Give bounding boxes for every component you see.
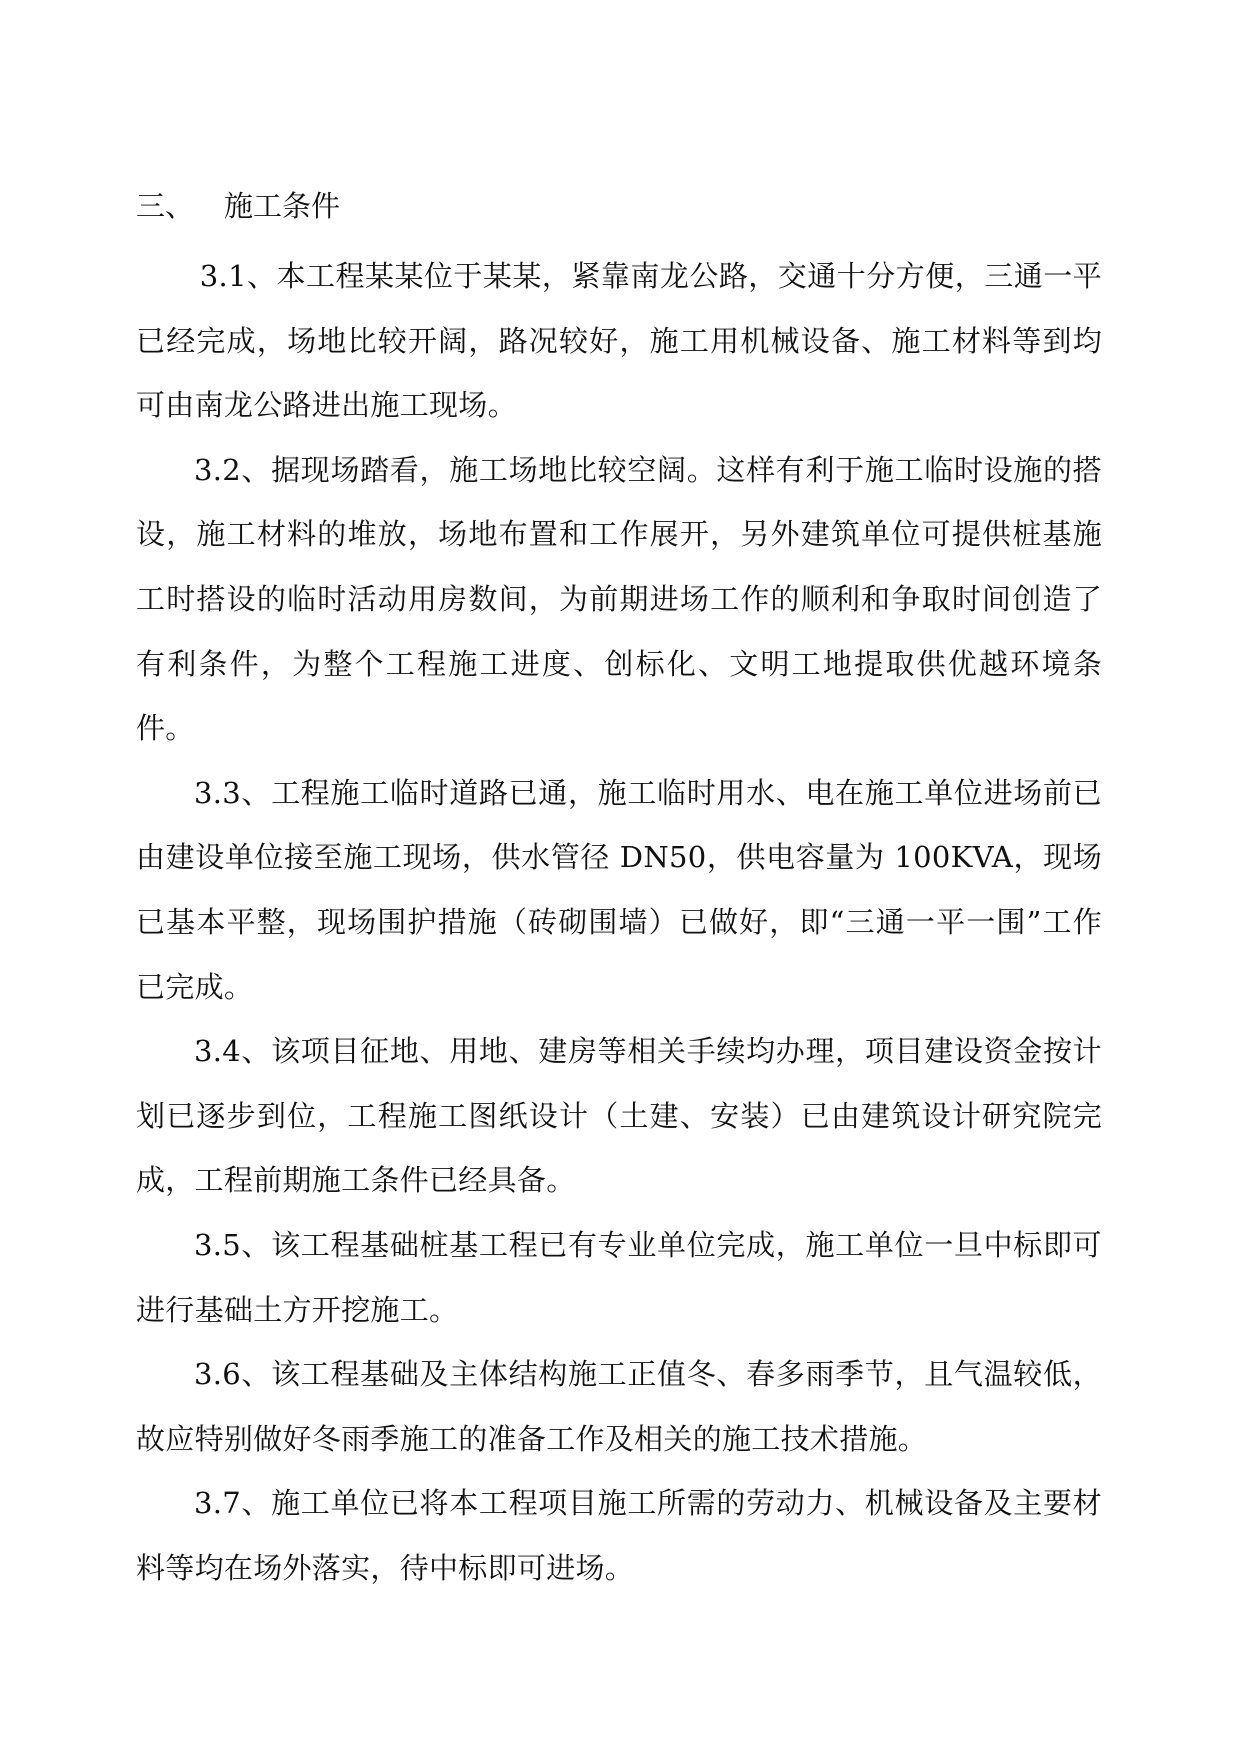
section-body bbox=[136, 244, 1102, 1600]
paragraph-3-6: 3.6、该工程基础及主体结构施工正值冬、春多雨季节，且气温较低，故应特别做好冬雨季施工的准备工作及相关的施工技术措施。 bbox=[136, 1357, 1102, 1456]
section-number: 三、 bbox=[136, 189, 195, 223]
section-heading bbox=[136, 186, 340, 226]
section-title: 施工条件 bbox=[224, 189, 341, 223]
paragraph-3-3: 3.3、工程施工临时道路已通，施工临时用水、电在施工单位进场前已由建设单位接至施工现场，供水管径 DN50，供电容量为 100KVA，现场已基本平整，现场围护措施（砖砌围墙）已做好，即“三通一平一围”工作已完成。 bbox=[136, 775, 1102, 1004]
paragraph-3-1: 3.1、本工程某某位于某某，紧靠南龙公路，交通十分方便，三通一平已经完成，场地比较开阔，路况较好，施工用机械设备、施工材料等到均可由南龙公路进出施工现场。 bbox=[136, 259, 1102, 423]
paragraph-3-2: 3.2、据现场踏看，施工场地比较空阔。这样有利于施工临时设施的搭设，施工材料的堆放，场地布置和工作展开，另外建筑单位可提供桩基施工时搭设的临时活动用房数间，为前期进场工作的顺利和争取时间创造了有利条件，为整个工程施工进度、创标化、文明工地提取供优越环境条件。 bbox=[136, 452, 1102, 746]
paragraph-3-5: 3.5、该工程基础桩基工程已有专业单位完成，施工单位一旦中标即可进行基础土方开挖施工。 bbox=[136, 1227, 1102, 1327]
paragraph-3-7: 3.7、施工单位已将本工程项目施工所需的劳动力、机械设备及主要材料等均在场外落实，待中标即可进场。 bbox=[136, 1486, 1102, 1585]
paragraph-3-4: 3.4、该项目征地、用地、建房等相关手续均办理，项目建设资金按计划已逐步到位，工程施工图纸设计（土建、安装）已由建筑设计研究院完成，工程前期施工条件已经具备。 bbox=[136, 1034, 1102, 1198]
